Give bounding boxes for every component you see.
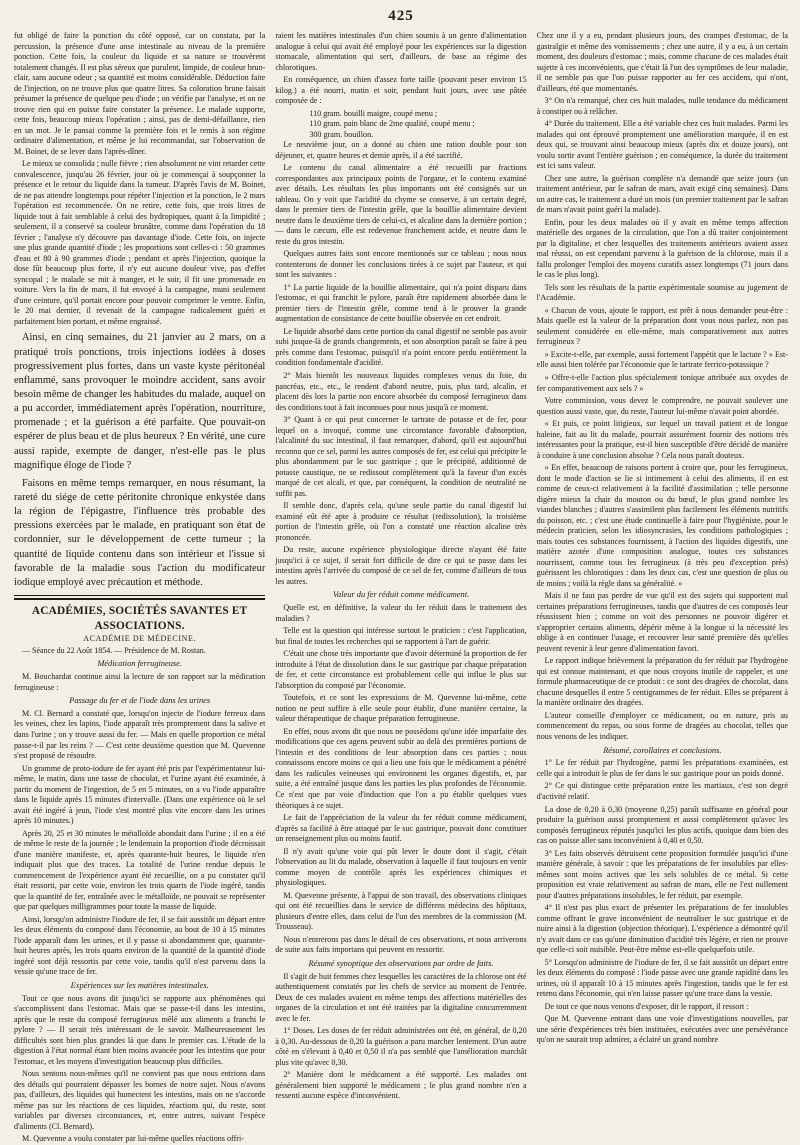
paragraph: Le rapport indique brièvement la préparation du fer réduit par l'hydrogène qui est connue maintenant, et que nous croyons inutile de rappeler, et une formule pharmaceutique de ce produit : ce sont des dragées de chocolat, dans chacune desquelles il entre 5 centigrammes de fer réduit. Elles se préparent à la manière ordinaire des dragées. [536,656,788,708]
paragraph: 3° On n'a remarqué, chez ces huit malades, nulle tendance du médicament à constiper ou à relâcher. [536,96,788,116]
paragraph: » Offre-t-elle l'action plus spécialement tonique attribuée aux oxydes de fer comparativement aux sels ? » [536,372,788,393]
paragraph: Tout ce que nous avons dit jusqu'ici se rapporte aux phénomènes qui s'accomplissent dans l'estomac. Mais que se passe-t-il dans les intestins, après que le reste du composé ferrugineux mêlé aux aliments a franchi le pylore ? — Il serait très intéressant de le savoir. Malheureusement les difficultés sont bien plus grandes là que dans le premier cas. L'étude de la digestion à l'état normal étant bien moins avancée pour les intestins que pour l'estomac, et les moyens d'investigation beaucoup plus difficiles. [14,993,266,1066]
paragraph: En effet, nous avons dit que nous ne possédons qu'une idée imparfaite des modifications que ces agens peuvent subir au delà des premières portions de l'intestin et des conditions de leur absorption dans ces parties ; nous connaissons encore moins ce qui a lieu une fois que le médicament a pénétré dans les radicules veineuses qui environnent les organes digestifs, et, par suite, a été entraîné jusque dans les parties les plus profondes de l'économie. Ce n'est que par voie d'induction que l'on a pu établir quelques vues théoriques à ce sujet. [275,726,527,810]
paragraph: La dose de 0,20 à 0,30 (moyenne 0,25) paraît suffisante en général pour produire la guérison aussi promptement et aussi complètement qu'avec les composés ferrugineux réputés jusqu'ici les plus actifs, quoique dans bien des cas on puisse aller sans inconvénient à 0,40 et 0,50. [536,804,788,846]
paragraph: Le fait de l'appréciation de la valeur du fer réduit comme médicament, d'après sa facilité à être attaqué par le suc gastrique, pouvait donc constituer un renseignement plus ou moins fautif. [275,813,527,844]
paragraph: Après 20, 25 et 30 minutes le métalloïde abondait dans l'urine ; il en a été de même le reste de la journée ; le lendemain la proportion d'iode décroissait d'une manière manifeste, et, après quarante-huit heures, le liquide n'en indiquait plus que des traces. La totalité de l'urine rendue depuis le commencement de l'expérience ayant été recueillie, on a pu constater qu'il était ressorti, par cette voie, environ les trois quarts de l'iode ingéré, tandis que la quantité de fer, entraînée avec le métalloïde, ne pouvait se représenter que par quelques milligrammes pour toute la masse de liquide. [14,828,266,912]
topic-heading: Médication ferrugineuse. [97,659,182,669]
column-2 [275,31,526,1131]
paragraph: Mais il ne faut pas perdre de vue qu'il est des sujets qui supportent mal certaines préparations ferrugineuses, tandis que d'autres de ces composés leur réussissent bien ; comme on voit des personnes ne pouvoir digérer et s'approprier certains aliments, dépérir même à la longue si la nécessité les oblige à en continuer l'usage, et recouvrer leur santé première dès qu'elles peuvent revenir à leur genre d'alimentation favori. [536,591,788,653]
paragraph: M. Quevenne a voulu constater par lui-même quelles réactions offri- [22,1134,244,1144]
column-3 [537,31,788,1131]
paragraph: 1° La partie liquide de la bouillie alimentaire, qui n'a point disparu dans l'estomac, et qui franchit le pylore, paraît être rapidement absorbée dans le premier tiers de l'intestin grêle, comme tend à le prouver la grande augmentation de consistance de cette bouillie observée en cet endroit. [275,282,527,324]
paragraph: Chez une il y a eu, pendant plusieurs jours, des crampes d'estomac, de la gastralgie et même des vomissements ; chez une autre, il y a eu, à un certain moment, des douleurs d'estomac ; mais, comme chacune de ces malades était sujette à ces inconvénients, que c'était là l'un des symptômes de leur maladie, il ne semble pas que l'on puisse rapporter au fer ces accidens, qui n'ont, d'ailleurs, été que momentanés. [536,31,788,93]
paragraph: 1° Doses. Les doses de fer réduit administrées ont été, en général, de 0,20 à 0,30. Au-dessous de 0,20 la guérison a paru marcher lentement. D'un autre côté en s'élevant à 0,40 et 0,50 il n'a pas semblé que l'amélioration marchât plus vite qu'avec 0,30. [275,1026,527,1067]
recipe-line: 110 gram. bouilli maigre, coupé menu ; [309,108,438,118]
paragraph: « Et puis, ce point litigieux, sur lequel un travail patient et de longue haleine, fait au lit du malade, pourrait assurément fournir des notions très intéressantes pour la pratique, est-il bien susceptible d'être décidé de manière à conduire à une conclusion absolue ? Cela nous paraît douteux. [536,419,788,460]
paragraph: Le contenu du canal alimentaire a été recueilli par fractions correspondantes aux principaux points de l'organe, et le contenu examiné avec détails. Les résultats les plus importants ont été consignés sur un tableau. On y voit que l'acidité du chyme se conserve, à un certain degré, dans le premier tiers de l'intestin grêle, que la bouillie alimentaire devient neutre dans le deuxième tiers de celui-ci, et alcaline dans la dernière portion ; — dans le cæcum, elle est redevenue franchement acide, et neutre dans le reste du gros intestin. [275,163,527,246]
paragraph: Il s'agit de huit femmes chez lesquelles les caractères de la chlorose ont été authentiquement constatés par les chefs de service au moment de l'entrée. Deux de ces malades avaient en même temps des affections matérielles des organes de la circulation et ont été traitées par la digitaline concurremment avec le fer. [275,971,527,1023]
paragraph: 5° Lorsqu'on administre de l'iodure de fer, il se fait aussitôt un départ entre les deux éléments du composé : l'iode passe avec une grande rapidité dans les urines, où il apparaît 10 à 15 minutes après l'ingestion, tandis que le fer est retenu dans l'économie, qui n'en laisse passer qu'une trace dans la vessie. [536,957,788,999]
paragraph-large: Faisons en même temps remarquer, en nous résumant, la rareté du siége de cette péritonite chronique enkystée dans la région de l'épigastre, l'influence très probable des pressions exercées par le malade, en pratiquant son état de cordonnier, sur le développement de cette tumeur ; la quantité de liquide contenu dans son intérieur et l'issue si favorable de la maladie sous l'action du modificateur iodique employé avec précaution et méthode. [14,477,266,588]
paragraph: 4° Durée du traitement. Elle a été variable chez ces huit malades. Parmi les malades qui ont éprouvé promptement une amélioration marquée, il en est deux qui, se trouvant ainsi beaucoup mieux (après dix et douze jours), ont voulu sortir avant l'entière guérison ; en conséquence, la durée du traitement est ici sans valeur. [536,119,788,171]
paragraph: Le neuvième jour, on a donné au chien une ration double pour son déjeuner, et, quatre heures et demie après, il a été sacrifié. [275,140,527,160]
paragraph: Votre commission, vous devez le comprendre, ne pouvait soulever une question aussi vaste, que, du reste, l'auteur lui-même n'avait point abordée. [536,396,788,416]
paragraph: 3° Les faits observés détruisent cette proposition formulée jusqu'ici d'une manière générale, à savoir : que les préparations de fer insolubles par elles-mêmes sont moins actives que les sels solubles de ce métal. Si cette proposition est vraie relativement au safran de mars, elle ne l'est nullement pour d'autres préparations insolubles, le fer réduit, par exemple. [536,848,788,900]
recipe-line: 300 gram. bouillon. [309,129,374,139]
paragraph: M. Cl. Bernard a constaté que, lorsqu'on injecte de l'iodure ferreux dans les veines, chez les lapins, l'iode apparaît très promptement dans la salive et dans l'urine ; on y trouve aussi du fer. — Mais en quelle proportion ce métal passe-t-il par les reins ? — C'est cette deuxième question que M. Quevenne s'est proposé de résoudre. [14,708,266,761]
divider [14,598,265,600]
paragraph: 1° Le fer réduit par l'hydrogène, parmi les préparations examinées, est celle qui a introduit le plus de fer dans le suc gastrique pour un poids donné. [536,758,788,778]
paragraph: Nous n'entrerons pas dans le détail de ces observations, et nous arriverons de suite aux faits importans qui peuvent en ressortir. [275,934,527,955]
paragraph: Ainsi, lorsqu'on administre l'iodure de fer, il se fait aussitôt un départ entre les deux éléments du composé dans l'économie, au bout de 10 à 15 minutes l'iode apparaît dans les urines, et il y passe si abondamment que, quarante-huit heures après, les trois quarts environ de la quantité de la quantité d'iode ingéré sont déjà ressortis par cette voie, tandis qu'il n'est parvenu dans la vessie qu'une trace de fer. [14,914,266,977]
paragraph: De tout ce que nous venons d'exposer, dit le rapport, il ressort : [544,1001,749,1011]
paragraph: Il n'y avait qu'une voie qui pût lever le doute dont il s'agit, c'était l'observation au lit du malade, observation à laquelle il faut toujours en venir comme moyen de contrôle après les expériences chimiques et physiologiques. [275,846,527,888]
paragraph: Quelle est, en définitive, la valeur du fer réduit dans le traitement des maladies ? [275,603,527,623]
page-number: 425 [388,8,414,24]
paragraph: C'était une chose très importante que d'avoir déterminé la proportion de fer introduite à l'état de dissolution dans le suc gastrique par chaque préparation de fer, et cette circonstance est probablement celle qui influe le plus sur l'absorption du composé par l'économie. [275,649,527,690]
paragraph: Le mieux se consolida ; nulle fièvre ; rien absolument ne vint retarder cette convalescence, jusqu'au 26 février, jour où je commençai à soupçonner la présence et le retour du liquide dans la tumeur. D'après l'avis de M. Boinet, de ne pas attendre longtemps pour répéter l'injection et la ponction, le 2 mars l'opération est recommencée. On ne retire, cette fois, que trois litres de liquide tout à fait semblable à celui des hydropiques, quant à la limpidité ; seulement, il a conservé sa couleur brunâtre, comme dans l'opération du 18 février ; l'analyse n'y découvre pas davantage d'iode. Cette fois, on injecte une plus grande quantité d'iode ; les proportions sont celles-ci : 50 grammes d'eau et 80 à 90 grammes d'iode ; pendant et après l'injection, quoique la dose fût beaucoup plus forte, il n'y eut aucune douleur vive, pas d'effet syncopal ; le malade se mit à manger, et le soir, il fit une promenade en voiture. Vers la fin de mars, il fut envoyé à la campagne, muni seulement d'une ceinture, qu'il portait encore pour pouvoir comprimer le ventre. Enfin, le 20 mai dernier, il revenait de la campagne radicalement guéri et parfaitement bien portant, et même engraissé. [14,159,266,326]
paragraph: Chez une autre, la guérison complète n'a demandé que seize jours (un traitement antérieur, par le safran de mars, avait exigé cinq semaines). Dans un autre cas, le traitement a duré un mois (un premier traitement par le safran de mars n'avait point guéri la malade). [536,173,788,215]
paragraph: Nous sentons nous-mêmes qu'il ne convient pas que nous entrions dans des détails qui pourraient dépasser les bornes de notre sujet. Nous n'avons pas, d'ailleurs, des liquides qui humectent les intestins, mais on ne s'accorde même pas sur les réactions de ces liquides, réactions qui, du reste, sont variables par diverses circonstances, et, entre autres, suivant l'espèce d'aliments (Cl. Bernard). [14,1069,266,1131]
section-heading: ACADÉMIES, SOCIÉTÉS SAVANTES ET ASSOCIATIONS. [31,604,248,632]
paragraph: Toutefois, et ce sont les expressions de M. Quevenne lui-même, cette notion ne peut suffire à elle seule pour établir, d'une manière certaine, la valeur thérapeutique de chaque préparation ferrugineuse. [275,693,527,724]
paragraph: Du reste, aucune expérience physiologique directe n'ayant été faite jusqu'ici à ce sujet, il serait fort difficile de dire ce qui se passe dans les intestins après l'arrivée du composé de ce sel de fer, comme d'ailleurs de tous les autres. [275,545,527,586]
recipe-line: 110 gram. pain blanc de 2me qualité, coupé menu ; [309,119,475,129]
paragraph: M. Quevenne présente, à l'appui de son travail, des observations cliniques qui ont été recueillies dans le service de différens médecins des hôpitaux, plusieurs d'entre elles, dans celui de l'un des membres de la commission (M. Trousseau). [275,890,527,932]
columns [14,31,788,1144]
paragraph: 2° Ce qui distingue cette préparation entre les martiaux, c'est son degré d'activité relatif. [536,781,788,801]
session-line: — Séance du 22 Août 1854. — Présidence de M. Rostan. [22,645,206,655]
paragraph: L'auteur conseille d'employer ce médicament, ou en nature, pris au commencement du repas, ou sous forme de dragées au chocolat, telles que nous venons de les indiquer. [536,710,788,741]
paragraph: En conséquence, un chien d'assez forte taille (pouvant peser environ 15 kilog.) a été nourri, matin et soir, pendant huit jours, avec une pâtée composée de : [275,75,527,106]
paragraph: fut obligé de faire la ponction du côté opposé, car on constata, par la percussion, la présence d'une anse intestinale au niveau de la première ponction. Cette fois, la couleur du liquide et sa nature se trouvèrent totalement changés. Il est plus séreux que purulent, limpide, de couleur brun-clair, sans aucune odeur ; sa quantité est moins considérable. Déduction faite de l'injection, on ne trouve plus que quatre litres. Sa coloration brune faisait présumer la présence de quelque peu d'iode ; on vérifie par l'analyse, et on ne trouve rien qui en puisse faire constater la présence. Le malade supporte, cette fois, beaucoup mieux l'opération ; ainsi, pas de demi-défaillance, rien en un mot. Je le pansai comme la première fois et le remis à son régime ordinaire d'alimentation, et même je lui recommandai, sur l'observation de M. Boinet, de se lever dans l'après-dîner. [14,31,266,156]
paragraph: Tels sont les résultats de la partie expérimentale soumise au jugement de l'Académie. [536,282,788,303]
paragraph: Telle est la question qui intéresse surtout le praticien : c'est l'application, but final de toutes les recherches qui se rapportent à l'art de guérir. [275,626,527,646]
paragraph: » En effet, beaucoup de raisons portent à croire que, pour les ferrugineux, dont le mode d'action se lie si intimement à celui des aliments, il en est comme de ceux-ci relativement à la facilité d'assimilation ; telle personne digère mieux la chair du mouton ou du bœuf, le plus grand nombre les viandes blanches ; d'autres s'assimilent plus facilement les éléments nutritifs du poisson, etc. ; c'est une étude continuelle à faire pour l'hygiéniste, pour le médecin praticien, selon les idiosyncrasies, les conditions pathologiques ; mais toutes ces substances fournissent, à l'action des liquides digestifs, une matière azotée d'une composition analogue, toutes ces substances nourrissent, comme tous les ferrugineux (à très peu d'exception près) guérissent les chlorotiques : dans les deux cas, c'est une question de plus ou de moins ; voilà la règle dans sa généralité. » [536,463,788,588]
sub-heading: ACADÉMIE DE MÉDECINE. [83,634,197,644]
paragraph: Quelques autres faits sont encore mentionnés sur ce tableau ; nous nous contenterons de donner les conclusions tirées à ce sujet par l'auteur, et qui sont les suivantes : [275,249,527,280]
paragraph: M. Bouchardat continue ainsi la lecture de son rapport sur la médication ferrugineuse : [14,672,266,692]
paragraph: 2° Mais bientôt les nouveaux liquides complexes venus du foie, du pancréas, etc., etc., le rendent d'abord neutre, puis, plus tard, alcalin, et placent dès lors la partie non encore absorbée du composé ferrugineux dans des conditions tout à fait inconnues pour nous jusqu'à ce moment. [275,370,527,412]
topic-heading: Résumé synoptique des observations par ordre de faits. [308,958,494,968]
column-1 [14,31,266,1144]
paragraph: « Chacun de vous, ajoute le rapport, est prêt à nous demander peut-être : Mais quelle est la valeur de la préparation dont vous nous parlez, non pas seulement considérée en elle-même, mais comparativement aux autres ferrugineux ? [536,305,788,347]
topic-heading: Expériences sur les matières intestinales. [70,980,209,990]
paragraph: Il semble donc, d'après cela, qu'une seule partie du canal digestif lui examiné eût été apte à produire ce résultat (redissolution), la troisième portion de l'intestin grêle, où l'on a constaté une réaction alcaline très prononcée. [275,501,527,542]
paragraph: 2° Manière dont le médicament a été supporté. Les malades ont généralement bien supporté le médicament ; le plus grand nombre n'en a ressenti aucune espèce d'inconvénient. [275,1070,527,1101]
paragraph-large: Ainsi, en cinq semaines, du 21 janvier au 2 mars, on a pratiqué trois ponctions, trois injections iodées à doses progressivement plus fortes, dans un vaste kyste péritonéal enflammé, sans provoquer le moindre accident, sans avoir besoin même de changer les habitudes du malade, auquel on a pu accorder, immédiatement après l'opération, nourriture, promenade ; et la guérison a été parfaite. Que pouvait-on espérer de plus beau et de plus heureux ? En vérité, une cure aussi rapide, exempte de danger, n'est-elle pas le plus magnifique éloge de l'iode ? [14,332,266,471]
topic-heading: Passage du fer et de l'iode dans les urines [69,696,211,706]
paragraph: raient les matières intestinales d'un chien soumis à un genre d'alimentation analogue à celui qui avait été employé pour les expériences sur la digestion stomacale, alimentation qui sert, d'ailleurs, de base au régime des chlorotiques. [275,31,527,72]
paragraph: 3° Quant à ce qui peut concerner le tartrate de potasse et de fer, pour lequel on a invoqué, comme une circonstance favorable d'absorption, l'alcalinité du suc intestinal, il faut remarquer, d'abord, qu'il est aujourd'hui reconnu que ce sel, parmi les autres composés de fer, est celui qui précipite le plus abondamment par le suc gastrique ; que le précipité, additionné de potasse caustique, ne se redissout complètement qu'à la faveur d'un excès marqué de cet alcali, et que, par conséquent, la condition de neutralité ne suffit pas. [275,415,527,498]
topic-heading: Valeur du fer réduit comme médicament. [332,590,470,600]
divider [14,595,265,596]
paragraph: Le liquide absorbé dans cette portion du canal digestif ne semble pas avoir subi jusque-là de grands changements, et son absorption paraît se faire à peu près comme dans l'estomac, puisqu'il n'a point encore perdu entièrement la condition fondamentale d'acidité. [275,326,527,368]
paragraph: Que M. Quevenne entrant dans une voie d'investigations nouvelles, par une série d'expériences très bien instituées, exécutées avec une persévérance qu'on ne saurait trop admirer, a éclairé un grand nombre [536,1014,788,1045]
paragraph: » Excite-t-elle, par exemple, aussi fortement l'appétit que le lactate ? » Est-elle aussi bien tolérée par l'économie que le tartrate ferrico-potassique ? [536,349,788,370]
paragraph: 4° Il n'est pas plus exact de présenter les préparations de fer insolubles comme offrant le grave inconvénient de neutraliser le suc gastrique et de nuire ainsi à la digestion (objection théorique). L'expérience a démontré qu'il n'y avait dans ce cas qu'une diminution d'acidité très légère, et rien ne prouve que celle-ci soit nuisible. Peut-être même est-elle quelquefois utile. [536,903,788,955]
topic-heading: Résumé, corollaires et conclusions. [603,745,722,755]
paragraph: Enfin, pour les deux malades où il y avait en même temps affection matérielle des organes de la circulation, que l'on a dû traiter conjointement par la digitaline, et chez lesquelles des traitements antérieurs avaient assez mal réussi, on est cependant parvenu à la guérison de la chlorose, mais il a fallu prolonger l'emploi des moyens curatifs assez longtemps (71 jours dans le cas le plus long). [536,217,788,280]
paragraph: Un gramme de proto-iodure de fer ayant été pris par l'expérimentateur lui-même, le matin, dans une tasse de chocolat, et l'urine ayant été examinée, à partir du moment de l'ingestion, de 5 en 5 minutes, on a vu l'iode apparaître dans le liquide après 15 minutes d'intervalle. (Dans une expérience où le sel avait été ingéré à jeun, l'iode s'est montré plus vite encore dans les urines après 10 minutes.) [14,763,266,826]
